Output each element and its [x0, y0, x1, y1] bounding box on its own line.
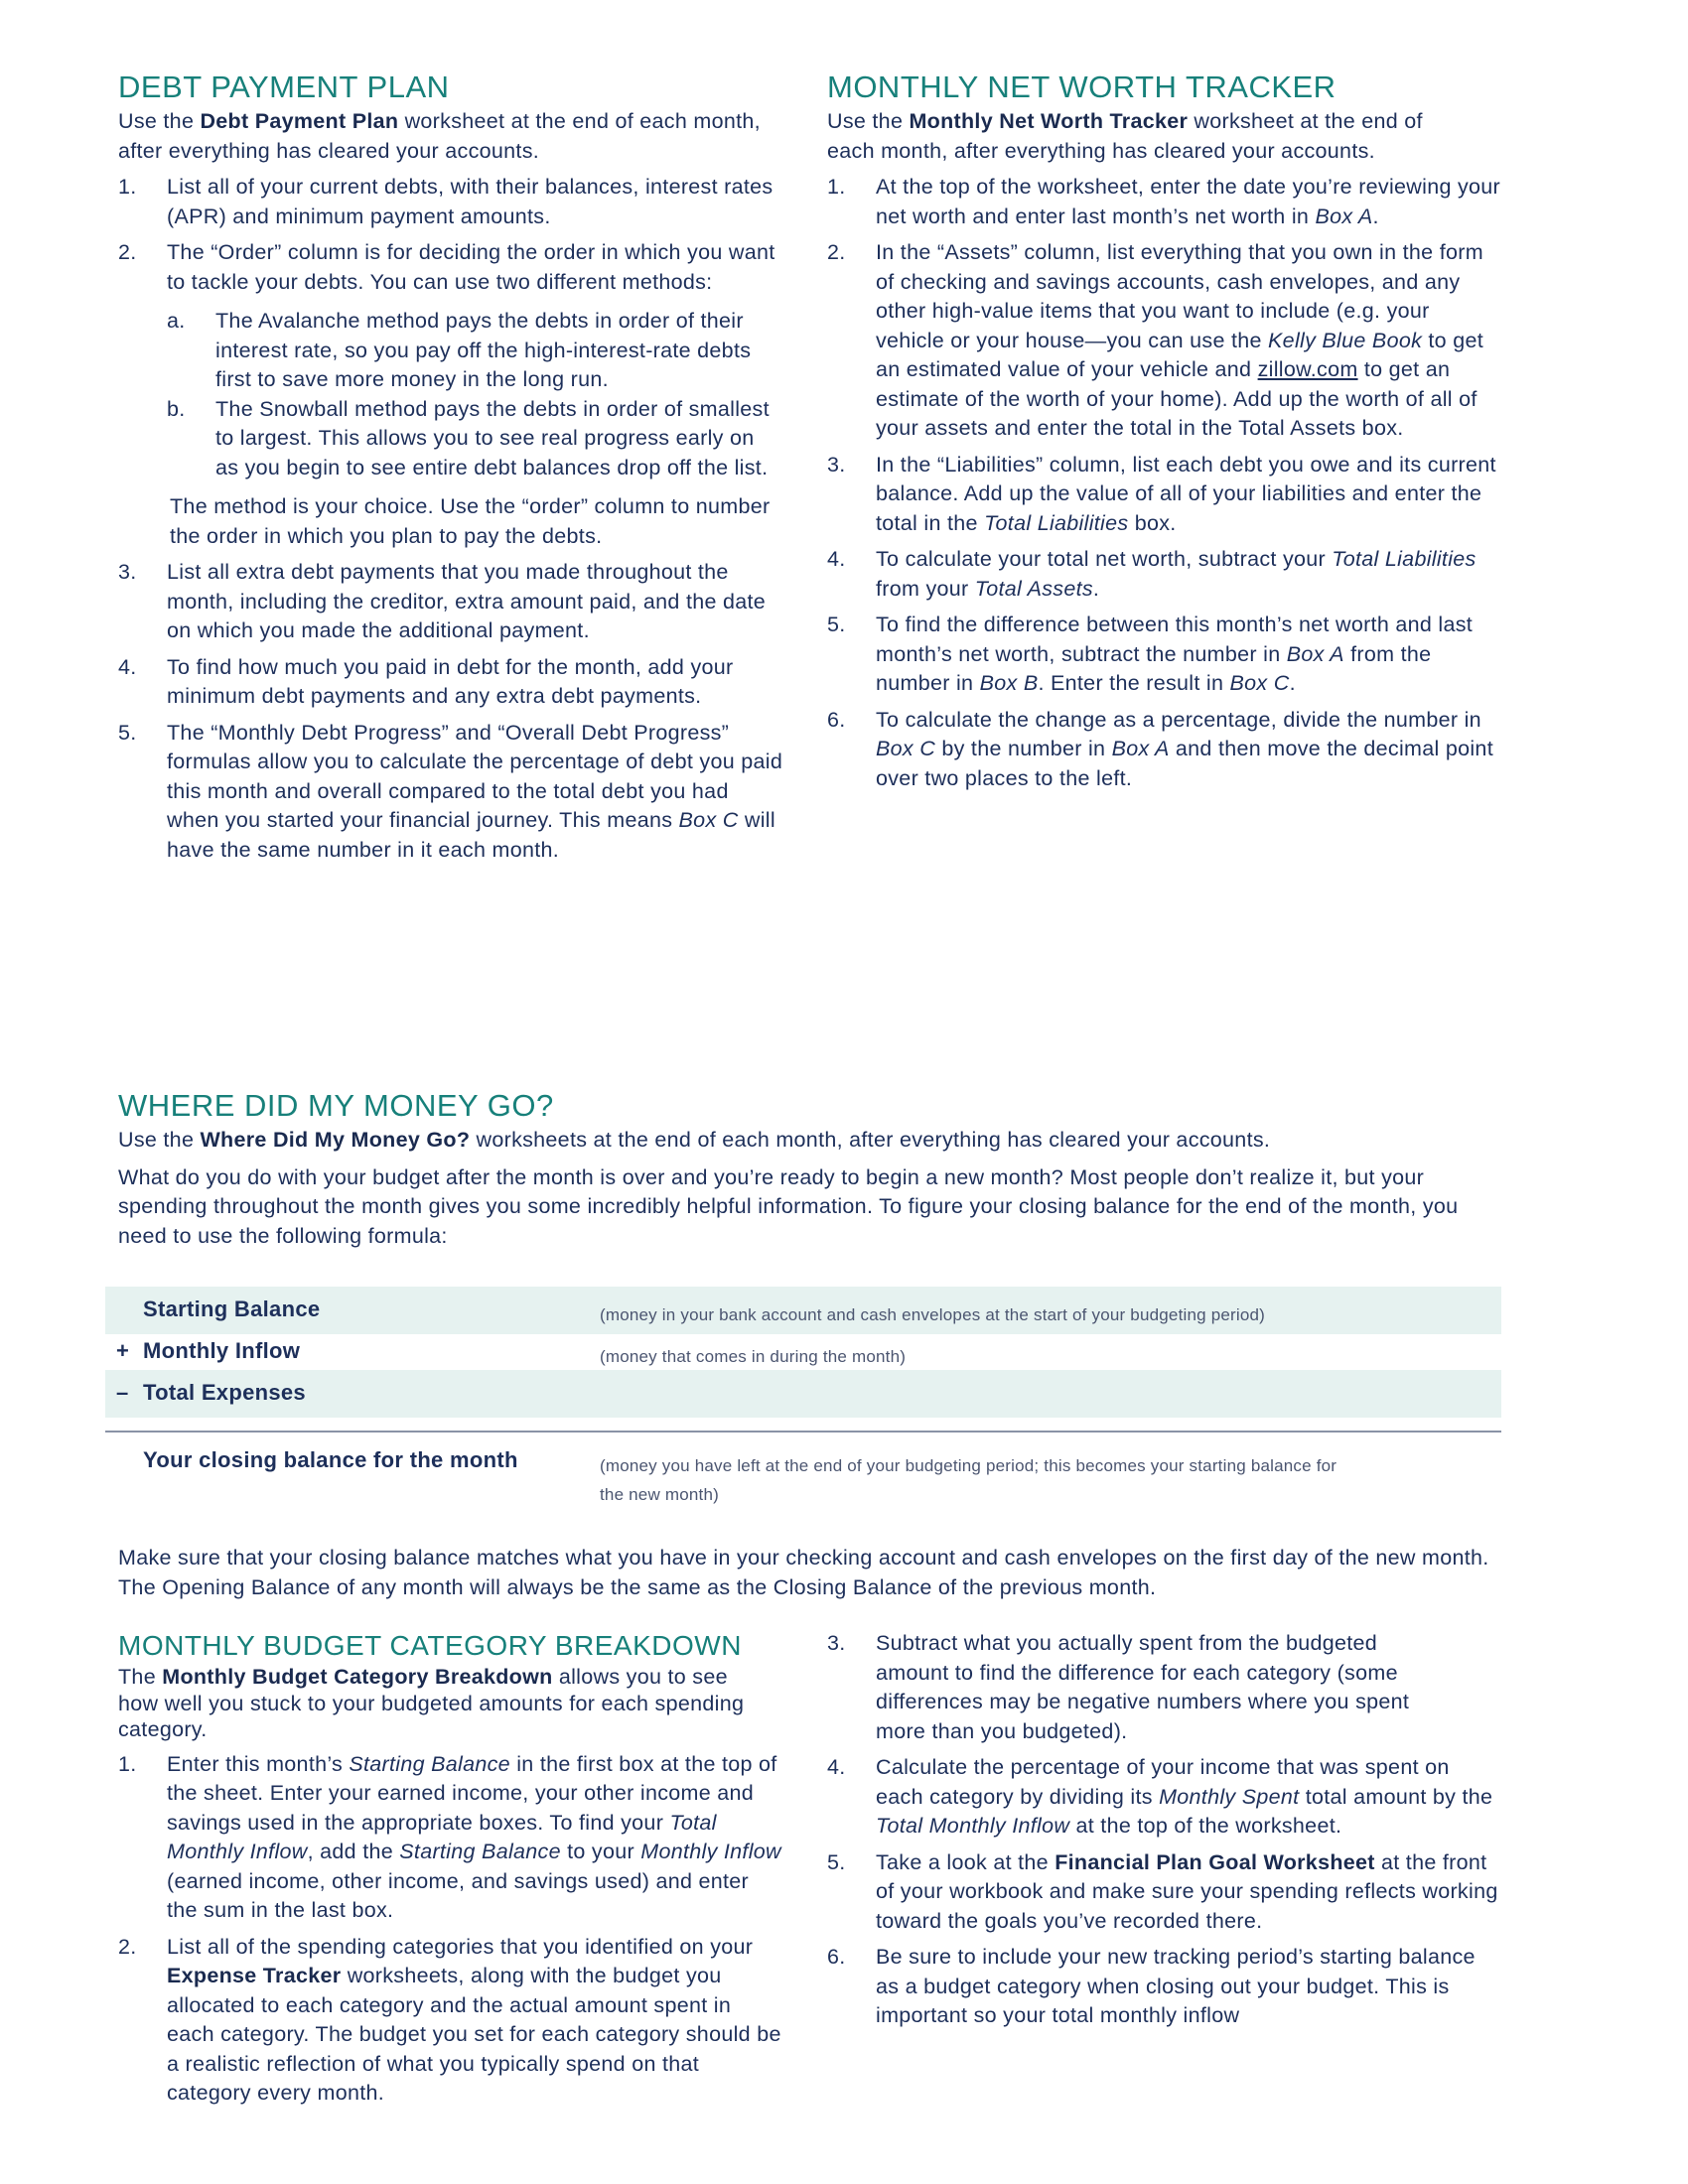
list-item: 5. Take a look at the Financial Plan Goal Worksheet at the front of your workbook and make sure your spending reflects working toward the goals you’ve recorded there. [827, 1849, 1498, 1933]
debt-methods-list [167, 307, 783, 482]
net-worth-heading: MONTHLY NET WORTH TRACKER [827, 69, 1336, 104]
list-item: 2. List all of the spending categories that you identified on your Expense Tracker worksheets, along with the budget you allocated to each category and the actual amount spent in each category. The budget you set for each category should be a realistic reflection of what you typically spend on that category every month. [118, 1934, 781, 2105]
debt-payment-plan-heading: DEBT PAYMENT PLAN [118, 69, 450, 104]
category-breakdown-heading: MONTHLY BUDGET CATEGORY BREAKDOWN [118, 1630, 742, 1661]
money-go-intro: Use the Where Did My Money Go? worksheets at the end of each month, after everything has cleared your accounts. [118, 1128, 1271, 1152]
net-worth-intro: Use the Monthly Net Worth Tracker worksheet at the end of each month, after everything has cleared your accounts. [827, 109, 1423, 163]
list-item: 5. The “Monthly Debt Progress” and “Overall Debt Progress” formulas allow you to calculate the percentage of debt you paid this month and overall compared to the total debt you had when you started your financial journey. This means Box C will have the same number in it each month. [118, 720, 783, 862]
list-item: 4. Calculate the percentage of your income that was spent on each category by dividing its Monthly Spent total amount by the Total Monthly Inflow at the top of the worksheet. [827, 1755, 1493, 1838]
list-item: 2. The “Order” column is for deciding the order in which you want to tackle your debts. You can use two different methods: a. The Avalanche method pays the debts in order of their interest rate, so you pay off the high-interest-rate debts first to save more money in the long run. b. The Snowball method pays the debts in order of smallest to largest. This allows you to see real progress early on as you begin to see entire debt balances drop off the list. The method is your choice. Use the “order” column to number the order in which you plan to pay the debts. [118, 238, 783, 551]
money-go-heading: WHERE DID MY MONEY GO? [118, 1088, 554, 1123]
closing-balance-note: Make sure that your closing balance matches what you have in your checking account and cash envelopes on the first day of the new month. The Opening Balance of any month will always be the same as the Closing Balance of the previous month. [118, 1546, 1489, 1599]
list-item: 2. In the “Assets” column, list everything that you own in the form of checking and savings accounts, cash envelopes, and any other high-value items that you want to include (e.g. your vehicle or your house—you can use the Kelly Blue Book to get an estimated value of your vehicle and zillow.com to get an estimate of the worth of your home). Add up the worth of all of your assets and enter the total in the Total Assets box. [827, 240, 1484, 440]
money-go-section [118, 1088, 1508, 1251]
list-item: 3. Subtract what you actually spent from the budgeted amount to find the difference for each category (some differences may be negative numbers where you spent more than you budgeted). [827, 1631, 1410, 1743]
category-breakdown-right [827, 1629, 1502, 2031]
category-list-left [118, 1750, 783, 2109]
net-worth-list [827, 173, 1502, 793]
list-item: 3. In the “Liabilities” column, list each debt you owe and its current balance. Add up the value of all of your liabilities and enter the total in the Total Liabilities box. [827, 452, 1496, 535]
formula-row-starting-balance: Starting Balance (money in your bank account and cash envelopes at the start of your budgeting period) [105, 1287, 1501, 1334]
category-intro: The Monthly Budget Category Breakdown allows you to see how well you stuck to your budgeted amounts for each spending category. [118, 1665, 745, 1741]
list-item: 1. List all of your current debts, with their balances, interest rates (APR) and minimum payment amounts. [118, 175, 774, 228]
debt-payment-plan-section [118, 69, 783, 865]
debt-method-note: The method is your choice. Use the “order” column to number the order in which you plan to pay the debts. [170, 494, 771, 548]
formula-row-total-expenses: – Total Expenses [105, 1370, 1501, 1418]
category-breakdown-section [118, 1628, 783, 2109]
list-item: 3. List all extra debt payments that you made throughout the month, including the creditor, extra amount paid, and the date on which you made the additional payment. [118, 560, 767, 642]
formula-row-monthly-inflow: + Monthly Inflow (money that comes in during the month) [116, 1338, 907, 1366]
net-worth-section [827, 69, 1502, 793]
zillow-link[interactable]: zillow.com [1257, 357, 1358, 381]
list-item: 1. At the top of the worksheet, enter the date you’re reviewing your net worth and enter last month’s net worth in Box A. [827, 175, 1501, 228]
list-item: 6. To calculate the change as a percentage, divide the number in Box C by the number in Box A and then move the decimal point over two places to the left. [827, 707, 1493, 790]
list-item-avalanche: a. The Avalanche method pays the debts in order of their interest rate, so you pay off the high-interest-rate debts first to save more money in the long run. [167, 309, 752, 391]
list-item: 5. To find the difference between this month’s net worth and last month’s net worth, subtract the number in Box A from the number in Box B. Enter the result in Box C. [827, 613, 1474, 695]
money-go-paragraph: What do you do with your budget after the month is over and you’re ready to begin a new month? Most people don’t realize it, but your spending throughout the month gives you some incredibly helpful information. To figure your closing balance for the end of the month, you need to use the following formula: [118, 1164, 1459, 1248]
list-item: 4. To find how much you paid in debt for the month, add your minimum debt payments and any extra debt payments. [118, 654, 734, 708]
debt-plan-list [118, 173, 783, 865]
formula-divider [105, 1431, 1501, 1433]
debt-plan-intro: Use the Debt Payment Plan worksheet at the end of each month, after everything has cleared your accounts. [118, 109, 761, 163]
category-list-right [827, 1629, 1502, 2031]
list-item: 6. Be sure to include your new tracking period’s starting balance as a budget category when closing out your budget. This is important so your total monthly inflow [827, 1945, 1476, 2027]
list-item: 1. Enter this month’s Starting Balance in the first box at the top of the sheet. Enter your earned income, your other income and savings used in the appropriate boxes. To find your Total Monthly Inflow, add the Starting Balance to your Monthly Inflow (earned income, other income, and savings used) and enter the sum in the last box. [118, 1751, 781, 1922]
list-item-snowball: b. The Snowball method pays the debts in order of smallest to largest. This allows you to see real progress early on as you begin to see entire debt balances drop off the list. [167, 396, 770, 479]
list-item: 4. To calculate your total net worth, subtract your Total Liabilities from your Total Assets. [827, 547, 1477, 601]
formula-row-closing-balance: Your closing balance for the month (money you have left at the end of your budgeting period; this becomes your starting balance for the new month) [143, 1447, 1337, 1504]
